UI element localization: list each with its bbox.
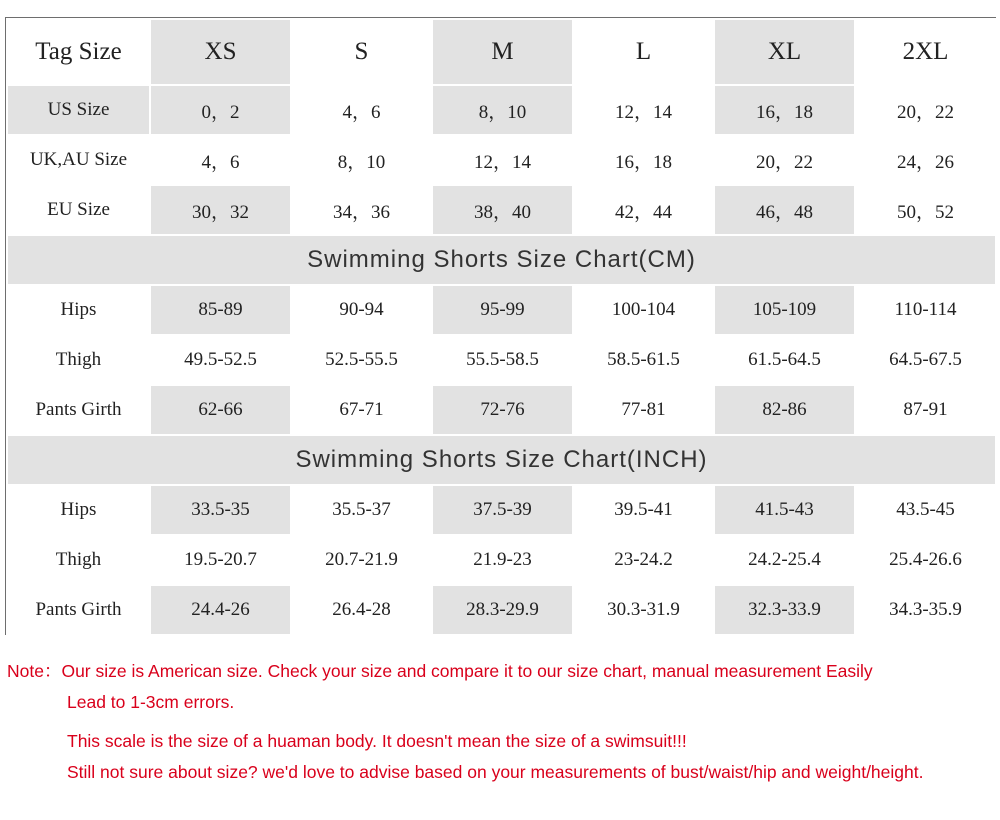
table-cell: 87-91 [855,385,996,435]
table-cell: 32.3-33.9 [714,585,855,635]
header-row [7,19,996,85]
table-cell: 49.5-52.5 [150,335,291,385]
table-cell: 30.3-31.9 [573,585,714,635]
table-cell: 42，44 [573,185,714,235]
table-cell: 24.4-26 [150,585,291,635]
table-cell: 46，48 [714,185,855,235]
table-cell: 55.5-58.5 [432,335,573,385]
table-cell: 58.5-61.5 [573,335,714,385]
table-cell: 100-104 [573,285,714,335]
header-cell: XL [714,19,855,85]
table-cell: 67-71 [291,385,432,435]
table-row [7,135,996,185]
inch-section-title: Swimming Shorts Size Chart(INCH) [7,435,996,485]
table-cell: 34.3-35.9 [855,585,996,635]
table-cell: 20，22 [855,85,996,135]
row-label: Thigh [7,335,150,385]
row-label: Hips [7,485,150,535]
table-row [7,85,996,135]
table-row [7,585,996,635]
table-cell: 77-81 [573,385,714,435]
header-cell: M [432,19,573,85]
table-cell: 34，36 [291,185,432,235]
table-cell: 62-66 [150,385,291,435]
table-cell: 82-86 [714,385,855,435]
header-cell: S [291,19,432,85]
table-cell: 41.5-43 [714,485,855,535]
table-cell: 110-114 [855,285,996,335]
table-row [7,485,996,535]
header-cell: L [573,19,714,85]
table-cell: 20，22 [714,135,855,185]
table-cell: 16，18 [573,135,714,185]
size-chart-grid [6,18,997,636]
row-label: Thigh [7,535,150,585]
table-cell: 24，26 [855,135,996,185]
header-cell: XS [150,19,291,85]
table-cell: 39.5-41 [573,485,714,535]
cm-section-title: Swimming Shorts Size Chart(CM) [7,235,996,285]
table-cell: 37.5-39 [432,485,573,535]
table-cell: 8，10 [432,85,573,135]
table-cell: 105-109 [714,285,855,335]
header-cell: 2XL [855,19,996,85]
size-notes [7,656,997,788]
table-cell: 38，40 [432,185,573,235]
table-cell: 43.5-45 [855,485,996,535]
row-label: Pants Girth [7,585,150,635]
table-cell: 35.5-37 [291,485,432,535]
section-row [7,435,996,485]
table-cell: 90-94 [291,285,432,335]
table-cell: 19.5-20.7 [150,535,291,585]
table-cell: 8，10 [291,135,432,185]
table-row [7,185,996,235]
row-label: US Size [7,85,150,135]
table-cell: 28.3-29.9 [432,585,573,635]
table-cell: 33.5-35 [150,485,291,535]
table-cell: 24.2-25.4 [714,535,855,585]
note-line: This scale is the size of a huaman body. It doesn't mean the size of a swimsuit!!! [67,731,687,751]
table-cell: 23-24.2 [573,535,714,585]
table-cell: 72-76 [432,385,573,435]
note-line: Note：Our size is American size. Check your size and compare it to our size chart, manual measurement Easily [7,661,873,681]
row-label: UK,AU Size [7,135,150,185]
table-cell: 85-89 [150,285,291,335]
table-row [7,335,996,385]
row-label: Pants Girth [7,385,150,435]
table-cell: 26.4-28 [291,585,432,635]
note-line: Lead to 1-3cm errors. [67,692,235,712]
table-cell: 20.7-21.9 [291,535,432,585]
table-cell: 4，6 [150,135,291,185]
table-cell: 12，14 [573,85,714,135]
table-cell: 16，18 [714,85,855,135]
table-cell: 25.4-26.6 [855,535,996,585]
row-label: EU Size [7,185,150,235]
section-row [7,235,996,285]
size-chart-table [5,17,996,635]
table-cell: 12，14 [432,135,573,185]
table-row [7,285,996,335]
row-label: Hips [7,285,150,335]
table-cell: 64.5-67.5 [855,335,996,385]
header-cell: Tag Size [7,19,150,85]
table-cell: 61.5-64.5 [714,335,855,385]
table-cell: 21.9-23 [432,535,573,585]
table-cell: 4，6 [291,85,432,135]
table-cell: 52.5-55.5 [291,335,432,385]
table-row [7,385,996,435]
table-row [7,535,996,585]
note-line: Still not sure about size? we'd love to advise based on your measurements of bust/waist/hip and weight/height. [67,762,924,782]
table-cell: 0，2 [150,85,291,135]
table-cell: 95-99 [432,285,573,335]
table-cell: 50，52 [855,185,996,235]
table-cell: 30，32 [150,185,291,235]
